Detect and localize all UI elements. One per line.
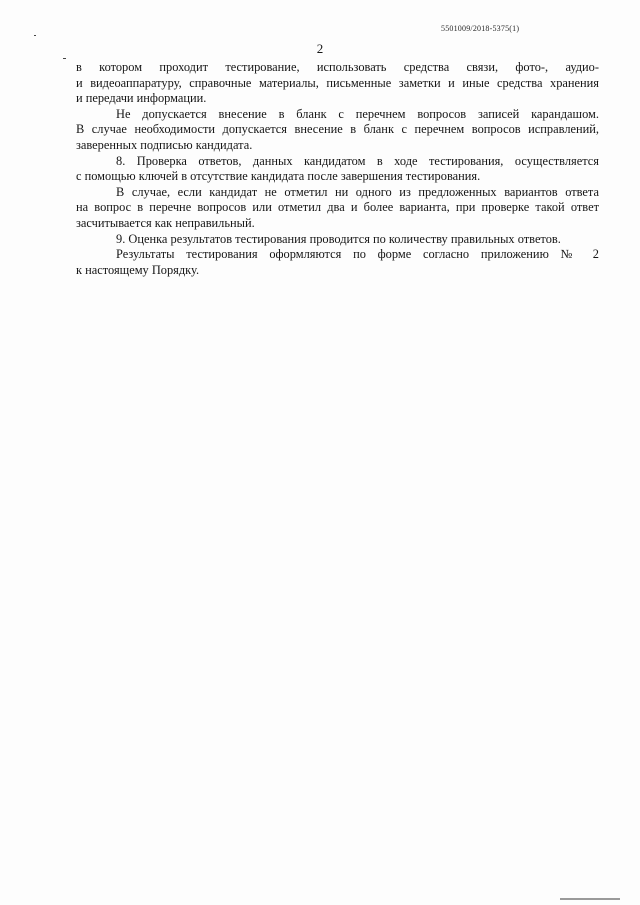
text-line: и передачи информации. [76,91,207,106]
document-body [76,60,599,278]
scan-speck [34,35,36,36]
text-line: и видеоаппаратуру, справочные материалы, письменные заметки и иные средства хранения [76,75,599,90]
text-line: В случае, если кандидат не отметил ни одного из предложенных вариантов ответа [116,184,599,199]
page-number: 2 [316,41,324,56]
text-line: Не допускается внесение в бланк с перечнем вопросов записей карандашом. [116,106,599,121]
text-line: в котором проходит тестирование, использовать средства связи, фото-, аудио- [76,60,599,74]
document-registration-number: 5501009/2018-5375(1) [441,24,520,33]
paragraph-pencil-rule [76,107,599,154]
paragraph-wrong-answer-rule [76,185,599,232]
scan-speck [63,58,66,59]
paragraph-item-8 [76,154,599,185]
scan-artifact [560,898,620,900]
text-line: заверенных подписью кандидата. [76,137,253,152]
paragraph-continuation [76,60,599,107]
paragraph-results-form [76,247,599,278]
text-line: с помощью ключей в отсутствие кандидата после завершения тестирования. [76,169,481,184]
text-line: 9. Оценка результатов тестирования проводится по количеству правильных ответов. [116,231,561,246]
paragraph-item-9 [76,232,599,248]
text-line: к настоящему Порядку. [76,262,200,277]
text-line: В случае необходимости допускается внесение в бланк с перечнем вопросов исправлений, [76,122,599,137]
text-line: на вопрос в перечне вопросов или отметил два и более варианта, при проверке такой ответ [76,200,599,215]
text-line: Результаты тестирования оформляются по форме согласно приложению № 2 [116,247,599,262]
text-line: засчитывается как неправильный. [76,215,255,230]
text-line: 8. Проверка ответов, данных кандидатом в ходе тестирования, осуществляется [116,153,599,168]
